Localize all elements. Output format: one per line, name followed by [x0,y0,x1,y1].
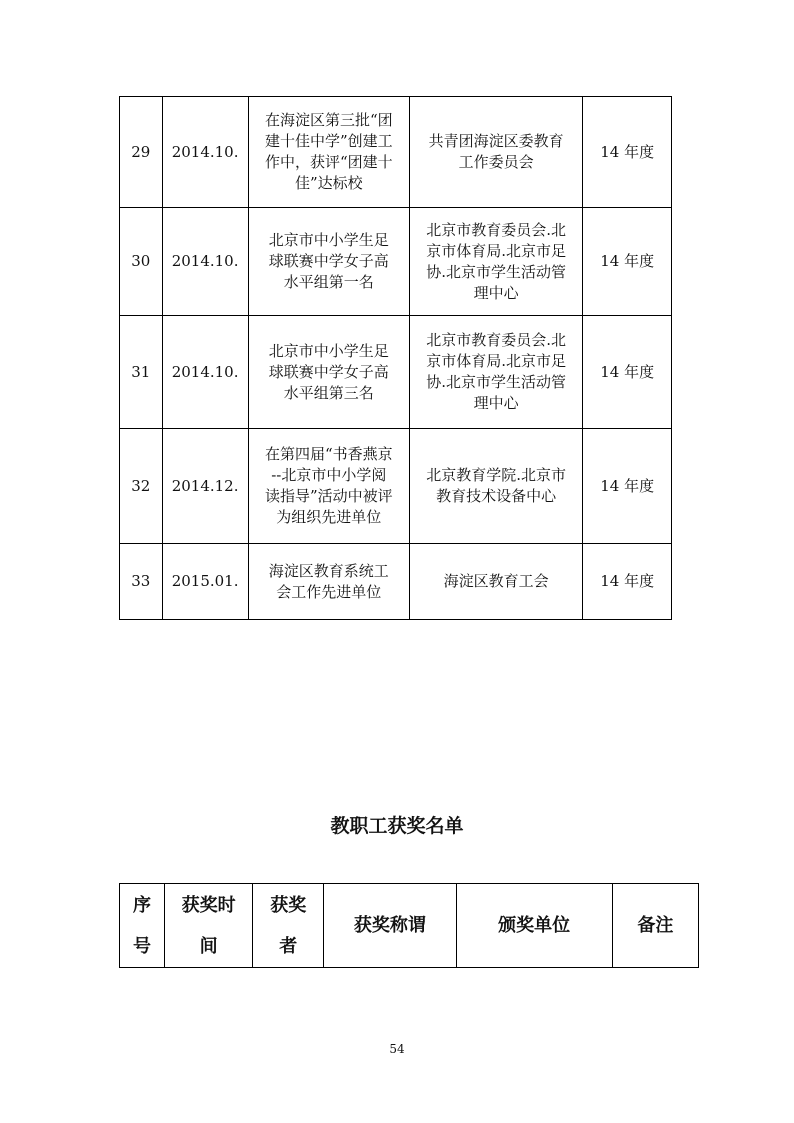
award-title [248,97,409,208]
award-title [248,429,409,544]
award-title-line: 海淀区教育系统工 [268,561,389,580]
award-title-line: 会工作先进单位 [276,582,382,601]
award-org-line: 北京市教育委员会.北 [426,331,567,349]
row-number: 31 [120,316,163,429]
row-number: 30 [120,208,163,316]
award-title-line: 读指导”活动中被评 [264,487,393,505]
header-award-title: 获奖称谓 [324,884,456,968]
header-winner-line: 获奖 [270,894,307,916]
award-title-line: 为组织先进单位 [276,508,382,526]
award-year: 14 年度 [583,429,672,544]
header-award-org: 颁奖单位 [456,884,612,968]
award-title-line: 佳”达标校 [294,174,363,192]
award-title-line: 建十佳中学”创建工 [264,132,393,150]
award-title [248,544,409,620]
header-winner [253,884,324,968]
award-org [409,544,582,620]
award-date: 2014.10. [162,208,248,316]
header-number-line: 号 [133,935,152,957]
award-title-line: 在海淀区第三批“团 [264,111,393,129]
page-number: 54 [389,1042,405,1056]
award-org-line: 协.北京市学生活动管 [426,262,567,281]
row-number: 33 [120,544,163,620]
award-org [409,316,582,429]
row-number: 29 [120,97,163,208]
award-org-line: 工作委员会 [458,153,534,171]
header-number [120,884,165,968]
award-org [409,208,582,316]
award-title-line: 球联赛中学女子高 [268,362,389,381]
award-org [409,97,582,208]
award-title-line: 在第四届“书香燕京 [264,445,393,463]
award-title [248,316,409,429]
table-row [120,544,672,620]
award-org-line: 北京市教育委员会.北 [426,220,567,239]
award-title-line: 北京市中小学生足 [268,231,389,249]
award-title-line: --北京市中小学阅 [271,466,387,484]
award-date: 2014.12. [162,429,248,544]
award-org-line: 海淀区教育工会 [443,572,549,590]
award-org-line: 北京教育学院.北京市 [426,466,567,484]
award-year: 14 年度 [583,316,672,429]
awards-table [119,96,672,620]
header-number-line: 序 [133,894,152,916]
award-date: 2014.10. [162,97,248,208]
award-year: 14 年度 [583,97,672,208]
award-year: 14 年度 [583,208,672,316]
award-title-line: 作中，获评“团建十 [264,153,393,171]
award-title-line: 北京市中小学生足 [268,341,389,360]
header-award-time-line: 间 [199,935,218,957]
award-org-line: 协.北京市学生活动管 [426,373,567,391]
award-year: 14 年度 [583,544,672,620]
row-number: 32 [120,429,163,544]
table-row [120,316,672,429]
table-row [120,97,672,208]
section-title: 教职工获奖名单 [330,815,464,837]
award-org-line: 理中心 [473,394,519,412]
award-title-line: 球联赛中学女子高 [268,252,389,270]
award-title-line: 水平组第一名 [283,273,374,291]
award-org-line: 京市体育局.北京市足 [426,241,567,260]
table-row [120,429,672,544]
award-org-line: 共青团海淀区委教育 [428,132,564,150]
table-row [120,208,672,316]
award-date: 2014.10. [162,316,248,429]
award-title [248,208,409,316]
staff-awards-table [119,883,699,968]
header-note: 备注 [612,884,698,968]
award-org [409,429,582,544]
award-title-line: 水平组第三名 [283,383,374,402]
award-date: 2015.01. [162,544,248,620]
award-org-line: 教育技术设备中心 [436,487,557,505]
header-award-time [165,884,253,968]
award-org-line: 京市体育局.北京市足 [426,352,567,370]
award-org-line: 理中心 [473,283,519,302]
table-header-row [120,884,699,968]
header-award-time-line: 获奖时 [181,894,236,916]
header-winner-line: 者 [279,935,298,957]
